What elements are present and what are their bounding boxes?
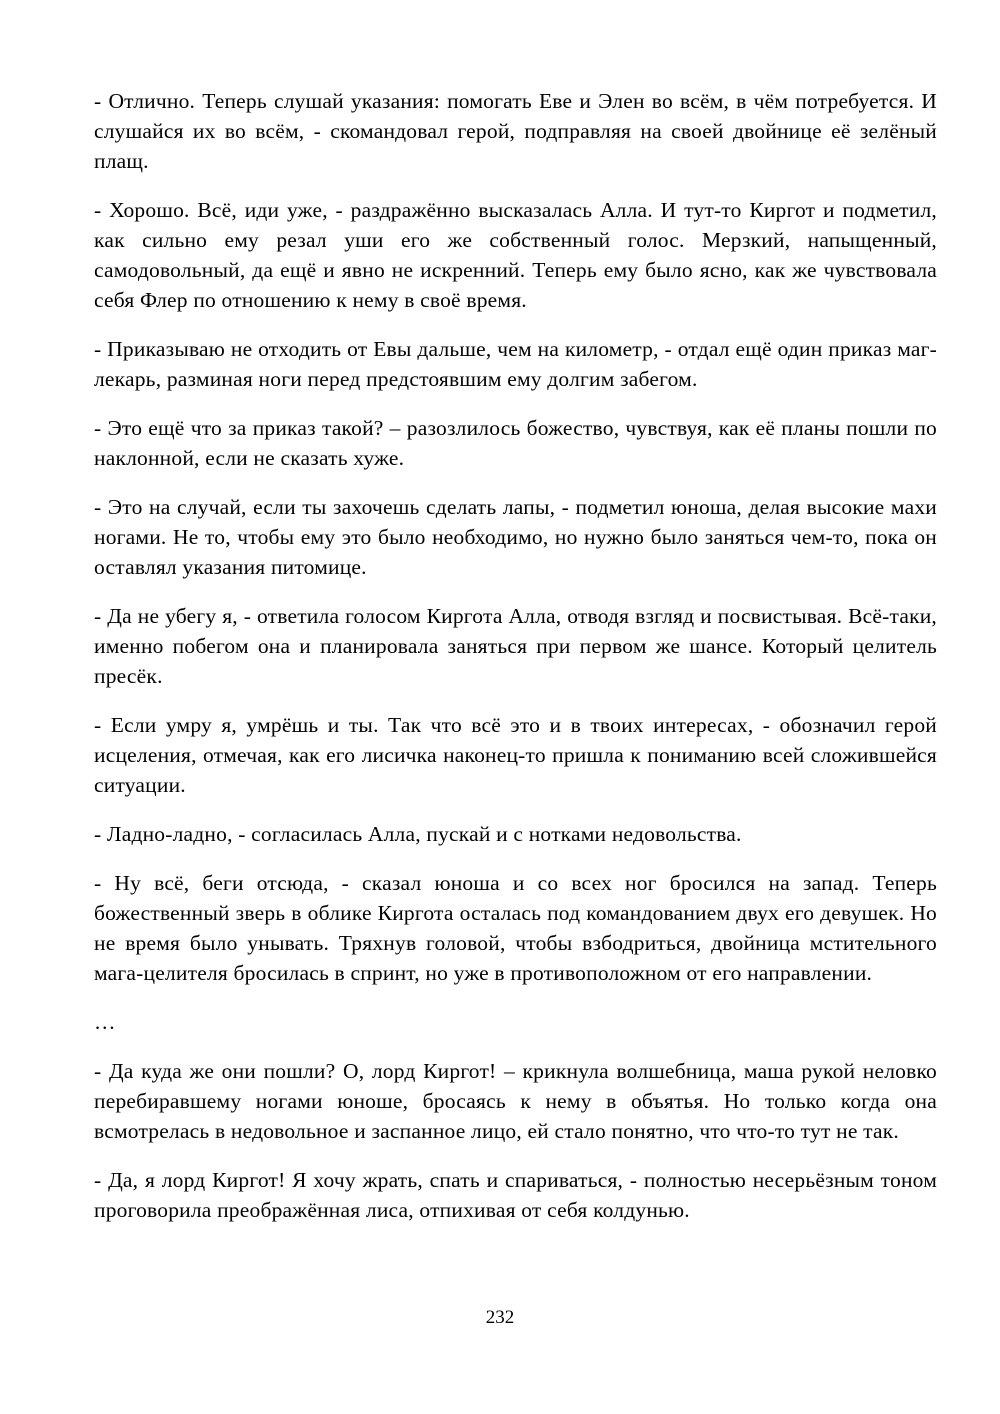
- paragraph: - Это на случай, если ты захочешь сделать лапы, - подметил юноша, делая высокие махи ногами. Не то, чтобы ему это было необходимо, но нужно было заняться чем-то, пока он оставлял указания питомице.: [94, 495, 937, 579]
- paragraph: - Да не убегу я, - ответила голосом Киргота Алла, отводя взгляд и посвистывая. Всё-таки, именно побегом она и планировала заняться при первом же шансе. Который целитель пресёк.: [94, 604, 937, 688]
- paragraph: - Приказываю не отходить от Евы дальше, чем на километр, - отдал ещё один приказ маг-лекарь, разминая ноги перед предстоявшим ему долгим забегом.: [94, 337, 937, 391]
- page-number: 232: [485, 1307, 515, 1328]
- text-block: [94, 86, 937, 1244]
- paragraph: - Хорошо. Всё, иди уже, - раздражённо высказалась Алла. И тут-то Киргот и подметил, как сильно ему резал уши его же собственный голос. Мерзкий, напыщенный, самодовольный, да ещё и явно не искренний. Теперь ему было ясно, как же чувствовала себя Флер по отношению к нему в своё время.: [94, 198, 937, 312]
- paragraph: - Это ещё что за приказ такой? – разозлилось божество, чувствуя, как её планы пошли по наклонной, если не сказать хуже.: [94, 416, 937, 470]
- paragraph: - Да куда же они пошли? О, лорд Киргот! – крикнула волшебница, маша рукой неловко перебиравшему ногами юноше, бросаясь к нему в объятья. Но только когда она всмотрелась в недовольное и заспанное лицо, ей стало понятно, что что-то тут не так.: [94, 1059, 937, 1143]
- paragraph-ellipsis: …: [94, 1010, 116, 1034]
- paragraph: - Если умру я, умрёшь и ты. Так что всё это и в твоих интересах, - обозначил герой исцеления, отмечая, как его лисичка наконец-то пришла к пониманию всей сложившейся ситуации.: [94, 713, 937, 797]
- paragraph: - Ладно-ладно, - согласилась Алла, пускай и с нотками недовольства.: [94, 822, 742, 846]
- paragraph: - Да, я лорд Киргот! Я хочу жрать, спать и спариваться, - полностью несерьёзным тоном проговорила преображённая лиса, отпихивая от себя колдунью.: [94, 1168, 937, 1222]
- paragraph: - Отлично. Теперь слушай указания: помогать Еве и Элен во всём, в чём потребуется. И слушайся их во всём, - скомандовал герой, подправляя на своей двойнице её зелёный плащ.: [94, 89, 937, 173]
- paragraph: - Ну всё, беги отсюда, - сказал юноша и со всех ног бросился на запад. Теперь божественный зверь в облике Киргота осталась под командованием двух его девушек. Но не время было унывать. Тряхнув головой, чтобы взбодриться, двойница мстительного мага-целителя бросилась в спринт, но уже в противоположном от его направлении.: [94, 871, 937, 985]
